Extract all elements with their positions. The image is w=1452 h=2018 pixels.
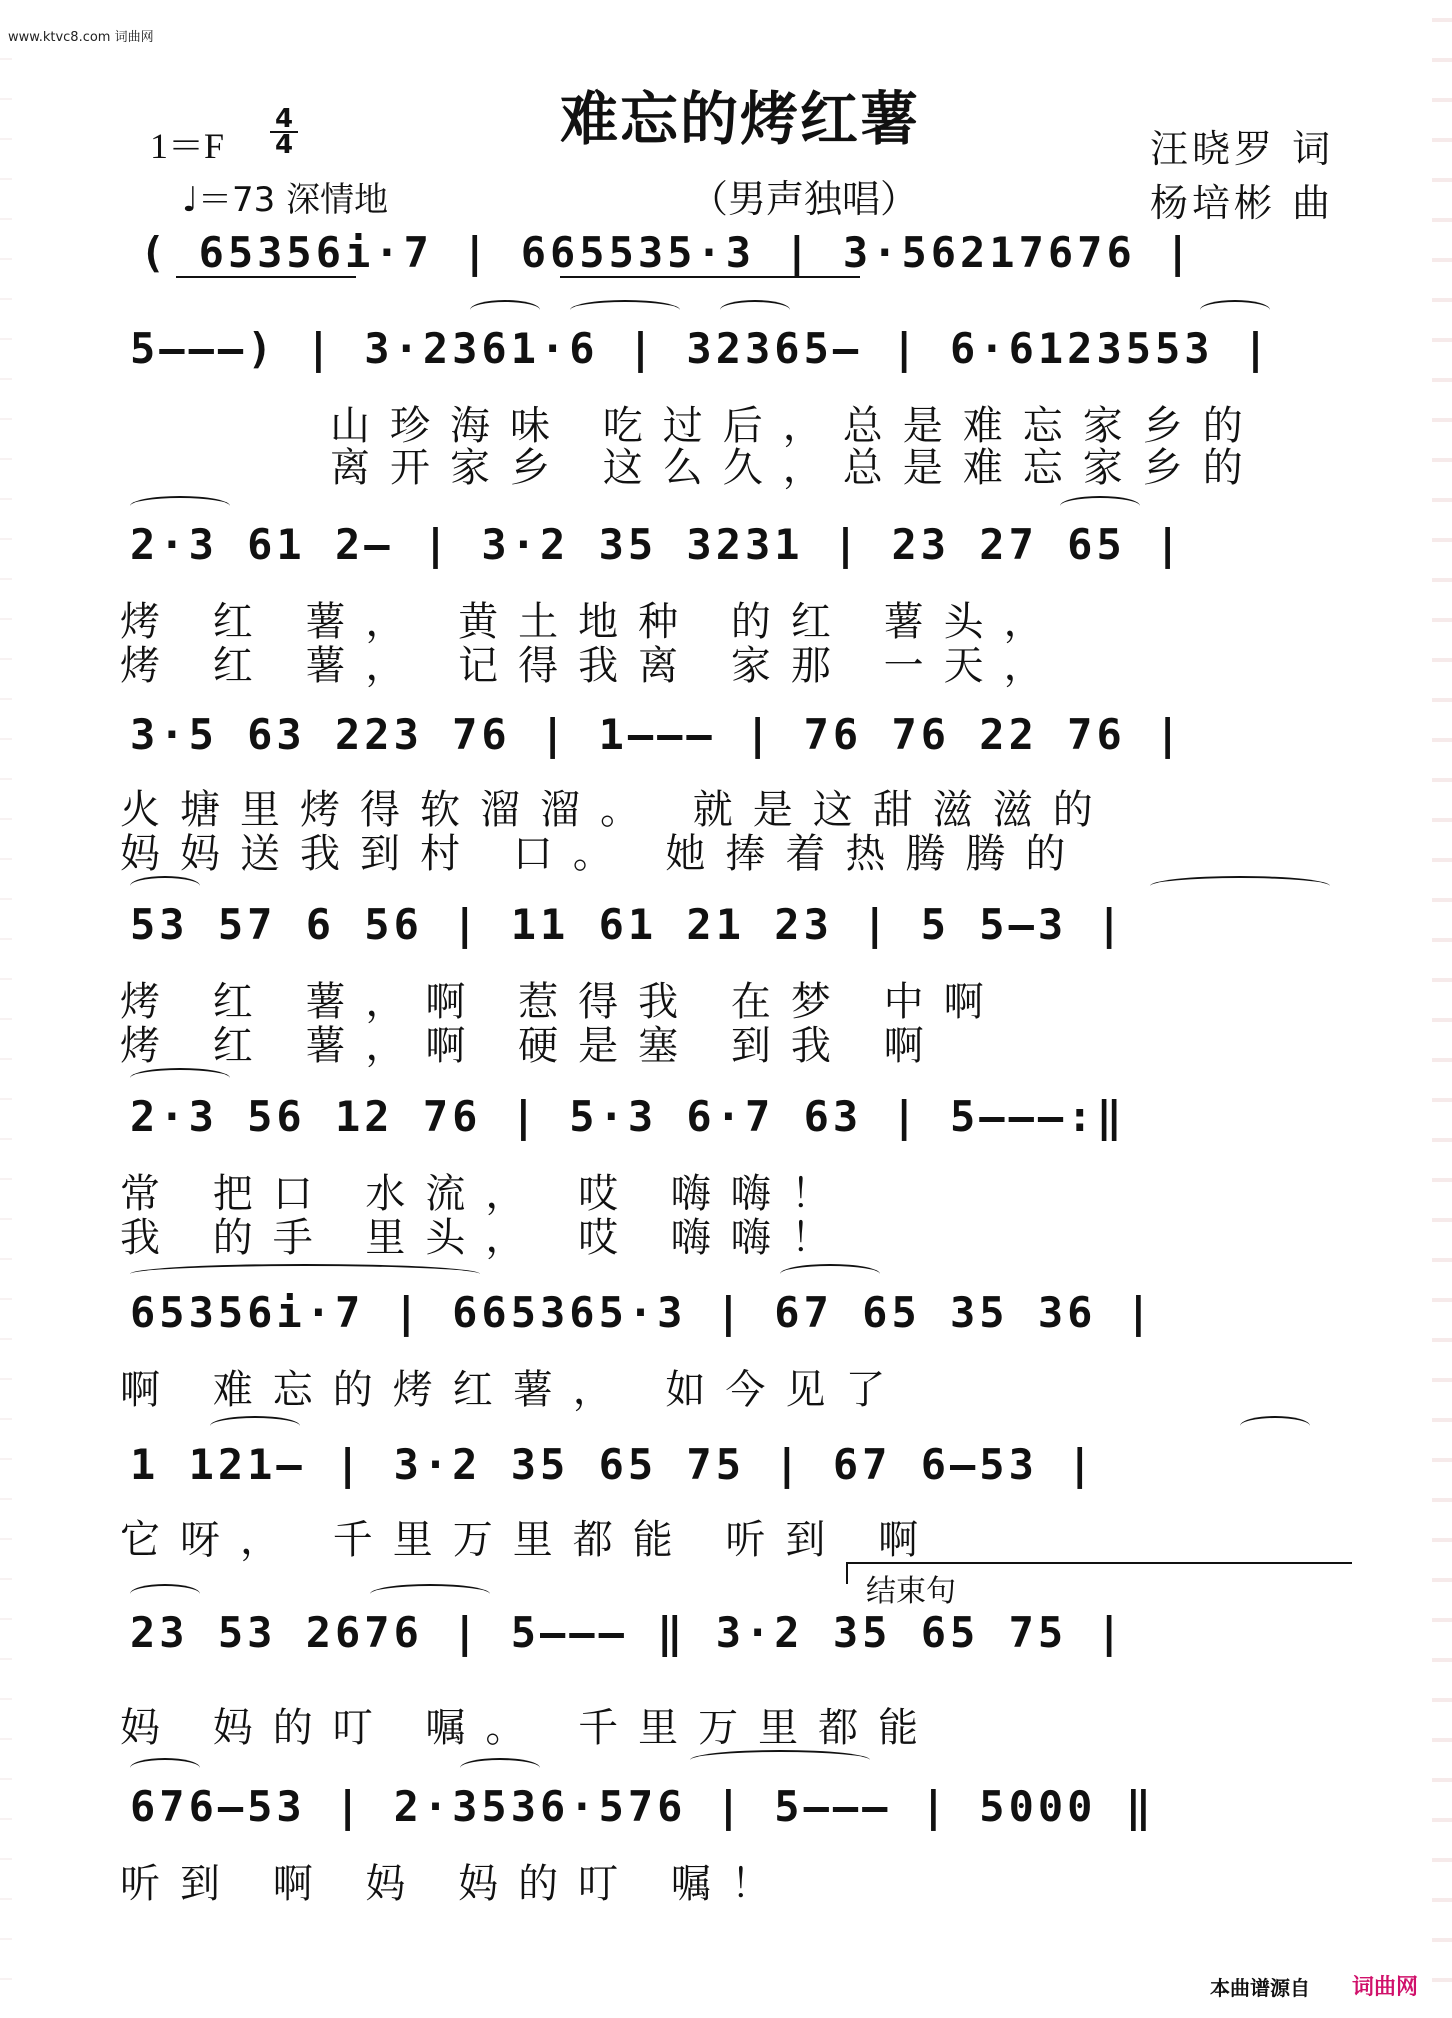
notation-line-2: 5–––) | 3·2361·6 | 32365– | 6·6123553 | — [130, 324, 1273, 373]
lyrics-line-3-verse-1: 烤 红 薯， 黄土地种 的红 薯头， — [120, 599, 1064, 645]
lyrics-line-3-verse-2: 烤 红 薯， 记得我离 家那 一天， — [120, 643, 1064, 689]
slur — [1240, 1416, 1310, 1436]
lyricist: 汪晓罗 词 — [1150, 127, 1335, 171]
lyrics-line-9: 妈 妈的叮 嘱。 千里万里都能 — [120, 1705, 939, 1751]
lyrics-line-10: 听到 啊 妈 妈的叮 嘱！ — [120, 1861, 791, 1907]
slur — [130, 496, 230, 516]
time-signature-top: 4 — [274, 104, 294, 134]
notation-line-4: 3·5 63 223 76 | 1––– | 76 76 22 76 | — [130, 710, 1185, 759]
tempo-marking — [182, 172, 388, 221]
slur — [690, 1750, 870, 1770]
lyrics-line-8: 它呀， 千里万里都能 听到 啊 — [120, 1517, 939, 1563]
slur — [130, 876, 200, 896]
right-watermark-strip — [1432, 0, 1452, 2018]
slur — [470, 300, 540, 320]
lyrics-line-7: 啊 难忘的烤红薯， 如今见了 — [120, 1367, 906, 1413]
lyrics-line-2-verse-1: 山珍海味 吃过后，总是难忘家乡的 — [330, 403, 1263, 449]
lyrics-line-4-verse-1: 火塘里烤得软溜溜。 就是这甜滋滋的 — [120, 787, 1113, 833]
time-signature-bottom: 4 — [274, 130, 294, 160]
slur — [130, 1068, 230, 1088]
lyrics-line-5-verse-1: 烤 红 薯，啊 惹得我 在梦 中啊 — [120, 979, 1004, 1025]
quarter-note-icon: ♩ — [182, 180, 199, 220]
ending-label: 结束句 — [866, 1574, 956, 1609]
notation-line-8: 1 121– | 3·2 35 65 75 | 67 6–53 | — [130, 1440, 1097, 1489]
slur — [1150, 876, 1330, 896]
left-watermark-strip — [0, 40, 12, 1980]
slur — [130, 1758, 200, 1778]
slur — [570, 300, 680, 320]
footer-source: 本曲谱源自 — [1210, 1976, 1310, 2000]
slur — [370, 1584, 490, 1604]
slur — [1200, 300, 1270, 320]
slur — [130, 1584, 200, 1604]
slur — [1060, 496, 1140, 516]
notation-line-1: ( 65356i·7 | 665535·3 | 3·56217676 | — [140, 228, 1195, 277]
key-signature: 1＝F — [150, 126, 225, 166]
lyrics-line-2-verse-2: 离开家乡 这么久，总是难忘家乡的 — [330, 445, 1263, 491]
lyrics-line-6-verse-2: 我 的手 里头， 哎 嗨嗨！ — [120, 1215, 851, 1261]
slur — [460, 1758, 540, 1778]
song-title: 难忘的烤红薯 — [560, 85, 921, 153]
notation-line-3: 2·3 61 2– | 3·2 35 3231 | 23 27 65 | — [130, 520, 1185, 569]
song-subtitle: （男声独唱） — [690, 177, 919, 221]
beam — [176, 276, 356, 278]
notation-line-9: 23 53 2676 | 5––– ‖ 3·2 35 65 75 | — [130, 1608, 1126, 1657]
lyrics-line-5-verse-2: 烤 红 薯，啊 硬是塞 到我 啊 — [120, 1023, 944, 1069]
notation-line-10: 676–53 | 2·3536·576 | 5––– | 5000 ‖ — [130, 1782, 1156, 1831]
lyrics-line-6-verse-1: 常 把口 水流， 哎 嗨嗨！ — [120, 1171, 851, 1217]
notation-line-5: 53 57 6 56 | 11 61 21 23 | 5 5–3 | — [130, 900, 1126, 949]
time-signature — [270, 104, 298, 160]
beam — [560, 276, 860, 278]
notation-line-6: 2·3 56 12 76 | 5·3 6·7 63 | 5–––:‖ — [130, 1092, 1126, 1141]
slur — [210, 1416, 300, 1436]
lyrics-line-4-verse-2: 妈妈送我到村 口。 她捧着热腾腾的 — [120, 831, 1086, 877]
site-url[interactable]: www.ktvc8.com 词曲网 — [8, 30, 154, 45]
slur — [720, 300, 790, 320]
tempo-text: ＝73 深情地 — [198, 180, 389, 220]
slur — [130, 1264, 480, 1284]
slur — [780, 1264, 880, 1284]
footer-brand-link[interactable]: 词曲网 — [1352, 1975, 1419, 2000]
notation-line-7: 65356i·7 | 665365·3 | 67 65 35 36 | — [130, 1288, 1156, 1337]
composer: 杨培彬 曲 — [1150, 181, 1335, 225]
